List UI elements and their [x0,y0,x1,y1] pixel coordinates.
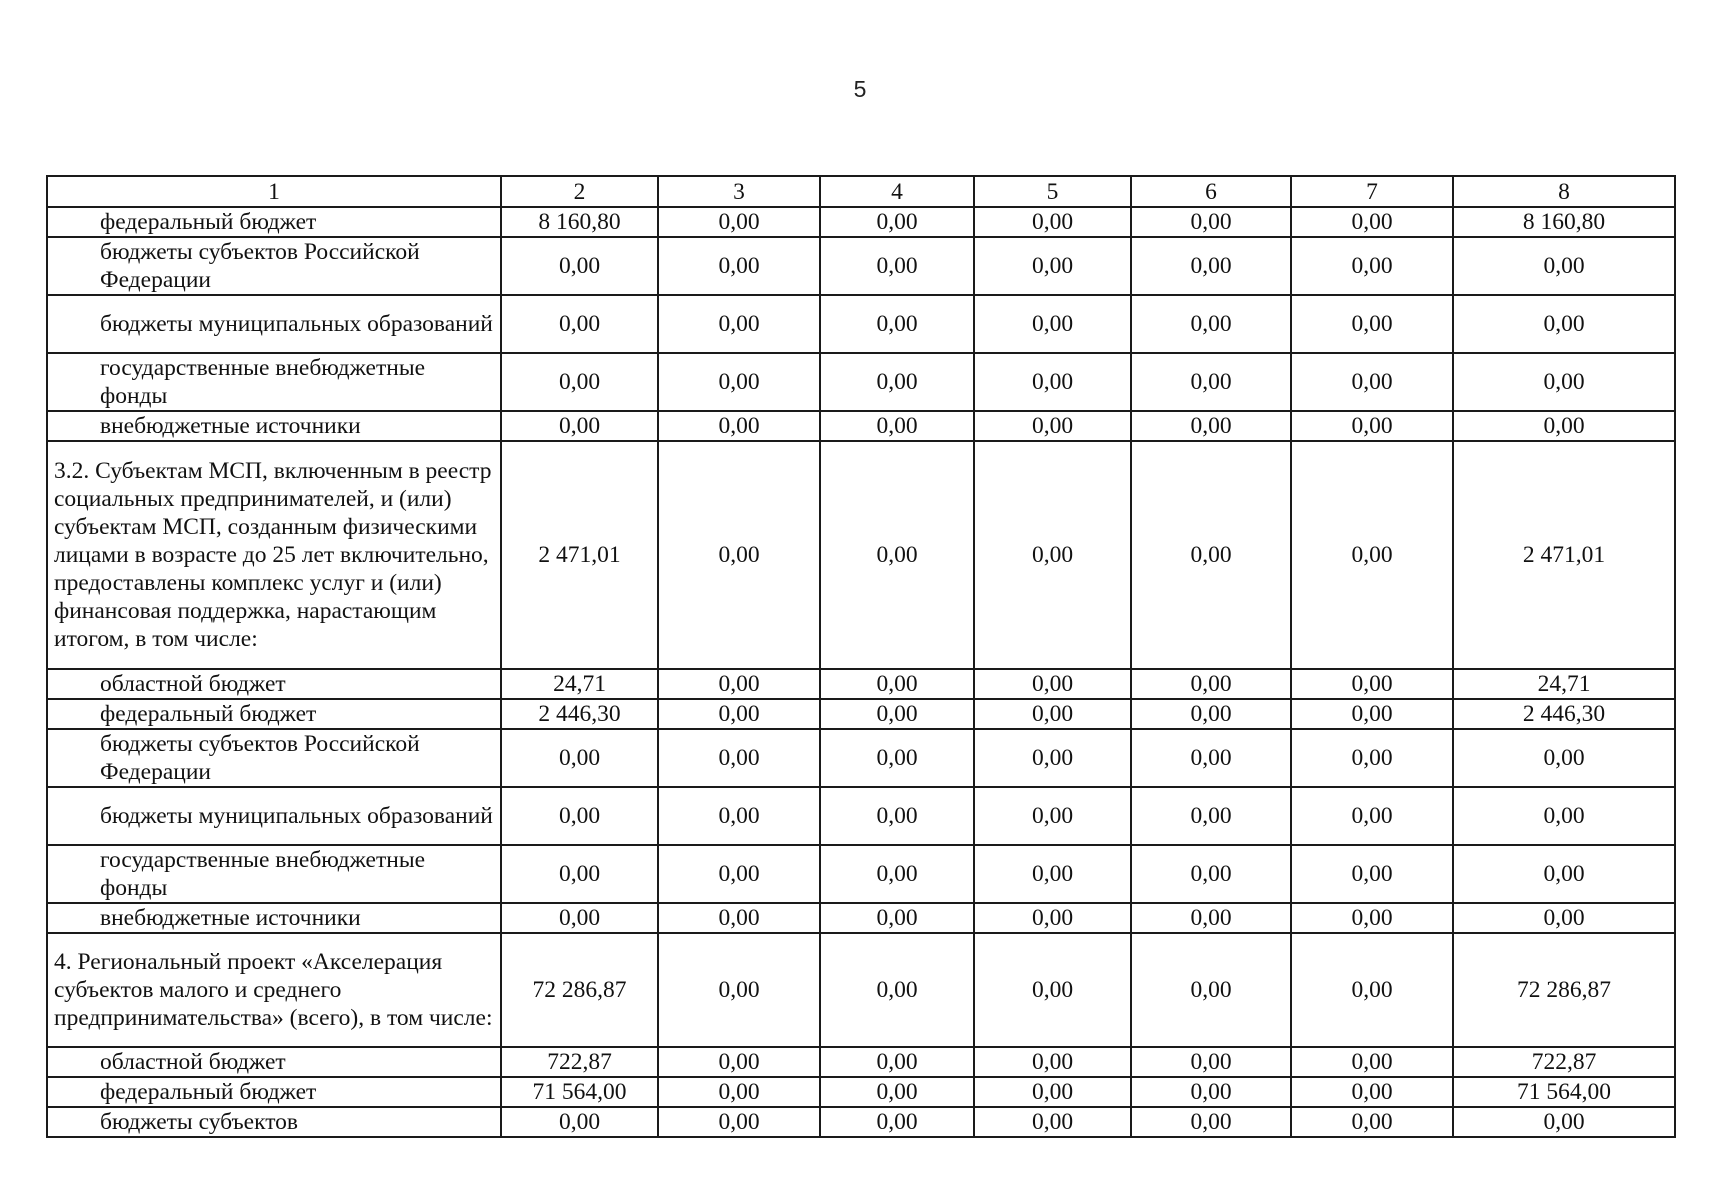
row-value: 0,00 [501,903,658,933]
row-value: 0,00 [974,441,1131,669]
row-value: 0,00 [1131,845,1291,903]
row-value: 0,00 [820,237,974,295]
table-row [47,699,1675,729]
row-value: 0,00 [501,353,658,411]
row-value: 0,00 [501,1107,658,1137]
row-value: 0,00 [1291,441,1453,669]
row-label: федеральный бюджет [47,699,501,729]
column-header: 7 [1291,176,1453,207]
row-value: 0,00 [1291,237,1453,295]
row-value: 0,00 [1453,353,1675,411]
row-value: 0,00 [1131,669,1291,699]
row-label: бюджеты муниципальных образований [47,787,501,845]
row-value: 0,00 [974,411,1131,441]
row-value: 0,00 [1453,1107,1675,1137]
table-row [47,237,1675,295]
row-value: 0,00 [820,669,974,699]
row-value: 0,00 [658,353,820,411]
row-value: 0,00 [1291,699,1453,729]
table-row [47,669,1675,699]
table-header-row [47,176,1675,207]
row-value: 0,00 [820,903,974,933]
row-value: 0,00 [1131,411,1291,441]
row-value: 8 160,80 [1453,207,1675,237]
row-value: 0,00 [820,1107,974,1137]
row-value: 0,00 [658,699,820,729]
row-value: 0,00 [1131,1107,1291,1137]
column-header: 6 [1131,176,1291,207]
row-value: 0,00 [974,699,1131,729]
table-row [47,787,1675,845]
row-value: 0,00 [1131,729,1291,787]
row-value: 0,00 [1453,237,1675,295]
row-value: 0,00 [658,295,820,353]
row-value: 0,00 [820,729,974,787]
row-value: 0,00 [1131,903,1291,933]
row-value: 0,00 [1131,207,1291,237]
row-value: 0,00 [974,1077,1131,1107]
row-value: 0,00 [1453,845,1675,903]
row-value: 72 286,87 [1453,933,1675,1047]
row-value: 24,71 [1453,669,1675,699]
table-row [47,295,1675,353]
row-label: федеральный бюджет [47,1077,501,1107]
row-value: 0,00 [501,411,658,441]
row-value: 0,00 [974,207,1131,237]
row-value: 0,00 [1291,787,1453,845]
row-value: 0,00 [974,1107,1131,1137]
row-value: 0,00 [974,295,1131,353]
row-value: 0,00 [658,441,820,669]
row-value: 2 471,01 [501,441,658,669]
table-body [47,207,1675,1137]
row-value: 0,00 [658,903,820,933]
row-value: 0,00 [820,1077,974,1107]
column-header: 2 [501,176,658,207]
row-value: 0,00 [658,669,820,699]
row-value: 0,00 [1453,729,1675,787]
row-value: 0,00 [820,787,974,845]
row-value: 0,00 [1291,669,1453,699]
row-value: 0,00 [658,411,820,441]
row-value: 24,71 [501,669,658,699]
row-label: бюджеты субъектов [47,1107,501,1137]
row-value: 0,00 [1291,1047,1453,1077]
row-value: 0,00 [658,1077,820,1107]
row-value: 0,00 [1291,1077,1453,1107]
row-value: 0,00 [658,1107,820,1137]
column-header: 1 [47,176,501,207]
table-row [47,411,1675,441]
row-label: 3.2. Субъектам МСП, включенным в реестр социальных предпринимателей, и (или) субъектам МСП, созданным физическими лицами в возрасте до 25 лет включительно, предоставлены комплекс услуг и (или) финансовая поддержка, нарастающим итогом, в том числе: [47,441,501,669]
row-value: 0,00 [974,237,1131,295]
row-label: 4. Региональный проект «Акселерация субъектов малого и среднего предпринимательства» (всего), в том числе: [47,933,501,1047]
row-label: бюджеты муниципальных образований [47,295,501,353]
row-value: 0,00 [658,933,820,1047]
row-value: 0,00 [1291,729,1453,787]
row-value: 0,00 [820,441,974,669]
row-value: 0,00 [820,933,974,1047]
row-value: 0,00 [820,353,974,411]
row-value: 0,00 [1291,295,1453,353]
row-label: государственные внебюджетные фонды [47,845,501,903]
row-value: 71 564,00 [1453,1077,1675,1107]
row-label: областной бюджет [47,1047,501,1077]
budget-table [46,175,1676,1138]
row-value: 0,00 [1131,1077,1291,1107]
row-value: 0,00 [820,207,974,237]
row-value: 0,00 [1291,1107,1453,1137]
row-label: государственные внебюджетные фонды [47,353,501,411]
row-value: 72 286,87 [501,933,658,1047]
row-value: 0,00 [974,729,1131,787]
column-header: 3 [658,176,820,207]
column-header: 4 [820,176,974,207]
row-value: 0,00 [974,1047,1131,1077]
row-value: 0,00 [1131,441,1291,669]
row-value: 0,00 [1131,353,1291,411]
row-value: 0,00 [1131,237,1291,295]
row-value: 0,00 [820,1047,974,1077]
row-value: 2 446,30 [501,699,658,729]
row-value: 0,00 [820,699,974,729]
page-number: 5 [853,76,867,102]
row-value: 0,00 [501,295,658,353]
table-row [47,1047,1675,1077]
row-label: федеральный бюджет [47,207,501,237]
table-row [47,933,1675,1047]
row-value: 71 564,00 [501,1077,658,1107]
row-value: 0,00 [820,845,974,903]
row-value: 2 471,01 [1453,441,1675,669]
row-value: 0,00 [658,845,820,903]
table-row [47,903,1675,933]
row-value: 0,00 [974,845,1131,903]
row-value: 0,00 [658,1047,820,1077]
row-value: 0,00 [974,933,1131,1047]
table-row [47,207,1675,237]
row-value: 0,00 [1453,295,1675,353]
row-value: 0,00 [1131,933,1291,1047]
row-value: 0,00 [1291,353,1453,411]
row-value: 0,00 [658,207,820,237]
row-value: 0,00 [1291,933,1453,1047]
row-value: 0,00 [1131,699,1291,729]
row-value: 0,00 [658,237,820,295]
row-value: 0,00 [974,787,1131,845]
row-value: 0,00 [974,669,1131,699]
table-row [47,845,1675,903]
row-value: 0,00 [501,729,658,787]
row-value: 0,00 [1291,903,1453,933]
row-value: 0,00 [501,845,658,903]
row-value: 0,00 [501,787,658,845]
row-label: бюджеты субъектов Российской Федерации [47,237,501,295]
column-header: 8 [1453,176,1675,207]
row-value: 0,00 [974,353,1131,411]
row-value: 0,00 [820,295,974,353]
row-value: 0,00 [1291,411,1453,441]
row-value: 0,00 [1453,411,1675,441]
row-value: 0,00 [1131,1047,1291,1077]
row-label: областной бюджет [47,669,501,699]
table-row [47,1107,1675,1137]
table-row [47,729,1675,787]
row-value: 0,00 [658,787,820,845]
row-value: 722,87 [501,1047,658,1077]
row-label: бюджеты субъектов Российской Федерации [47,729,501,787]
row-label: внебюджетные источники [47,411,501,441]
row-value: 0,00 [1131,295,1291,353]
table-row [47,353,1675,411]
row-value: 722,87 [1453,1047,1675,1077]
column-header: 5 [974,176,1131,207]
row-value: 0,00 [501,237,658,295]
row-value: 2 446,30 [1453,699,1675,729]
row-value: 0,00 [1453,787,1675,845]
row-value: 0,00 [1453,903,1675,933]
row-label: внебюджетные источники [47,903,501,933]
row-value: 0,00 [1291,207,1453,237]
row-value: 0,00 [1131,787,1291,845]
row-value: 0,00 [974,903,1131,933]
row-value: 0,00 [820,411,974,441]
row-value: 0,00 [658,729,820,787]
table-row [47,441,1675,669]
row-value: 0,00 [1291,845,1453,903]
row-value: 8 160,80 [501,207,658,237]
table-row [47,1077,1675,1107]
